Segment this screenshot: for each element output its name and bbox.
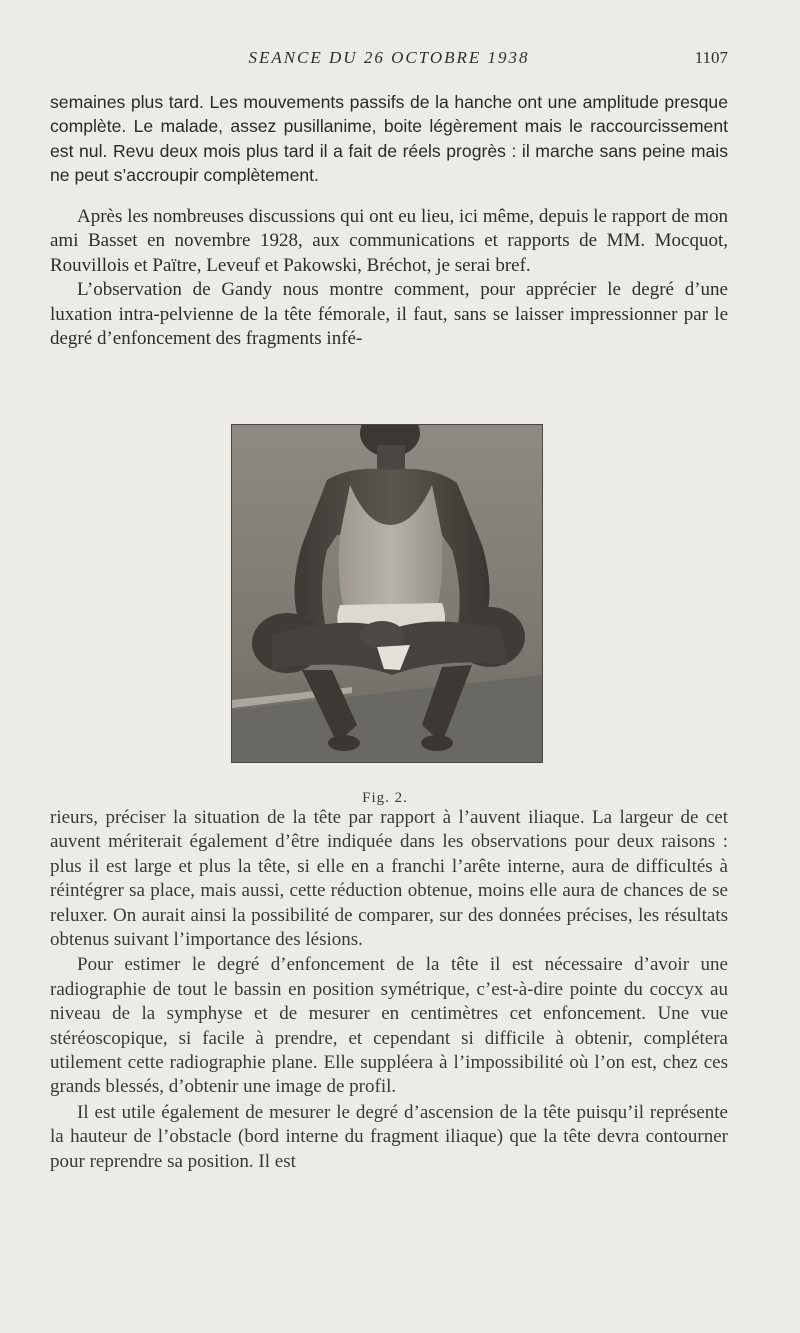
text-block-bottom: [50, 806, 728, 1174]
paragraph: Il est utile également de mesurer le degré d’ascension de la tête puisqu’il représente la hauteur de l’obstacle (bord interne du fragment iliaque) que la tête devra contourner pour reprendre sa position. Il est: [50, 1101, 728, 1172]
text-block-middle: [50, 205, 728, 351]
page-header: [50, 48, 728, 72]
squatting-man-illustration: [232, 425, 542, 762]
paragraph: semaines plus tard. Les mouvements passifs de la hanche ont une amplitude presque complète. Le malade, assez pusillanime, boite légèrement mais le raccourcissement est nul. Revu deux mois plus tard il a fait de réels progrès : il marche sans peine mais ne peut s’accroupir complètement.: [50, 92, 728, 186]
paragraph: rieurs, préciser la situation de la tête par rapport à l’auvent iliaque. La largeur de cet auvent mériterait également d’être indiquée dans les observations pour deux raisons : plus il est large et plus la tête, si elle en a franchi l’arête interne, aura de difficultés à réintégrer sa place, mais aussi, cette réduction obtenue, moins elle aura de chances de se reluxer. On aurait ainsi la possibilité de comparer, sur des données précises, les résultats obtenus suivant l’importance des lésions.: [50, 807, 728, 951]
paragraph: Pour estimer le degré d’enfoncement de la tête il est nécessaire d’avoir une radiographie de tout le bassin en position symétrique, c’est-à-dire pointe du coccyx au niveau de la symphyse et de mesurer en centimètres cet enfoncement. Une vue stéréoscopique, si facile à prendre, et cependant si difficile à obtenir, complétera utilement cette radiographie plane. Elle suppléera à l’impossibilité où l’on est, chez ces grands blessés, d’obtenir une image de profil.: [50, 954, 728, 1098]
paragraph: Après les nombreuses discussions qui ont eu lieu, ici même, depuis le rapport de mon ami Basset en novembre 1928, aux communications et rapports de MM. Mocquot, Rouvillois et Païtre, Leveuf et Pakowski, Bréchot, je serai bref.: [50, 206, 728, 276]
paragraph: L’observation de Gandy nous montre comment, pour apprécier le degré d’une luxation intra-pelvienne de la tête fémorale, il faut, sans se laisser impressionner par le degré d’enfoncement des fragments infé-: [50, 279, 728, 350]
figure-photograph: [232, 425, 542, 762]
page-number: 1107: [694, 48, 728, 67]
text-block-top: [50, 90, 728, 188]
running-title: SEANCE DU 26 OCTOBRE 1938: [248, 48, 530, 67]
figure-caption: Fig. 2.: [362, 790, 408, 806]
